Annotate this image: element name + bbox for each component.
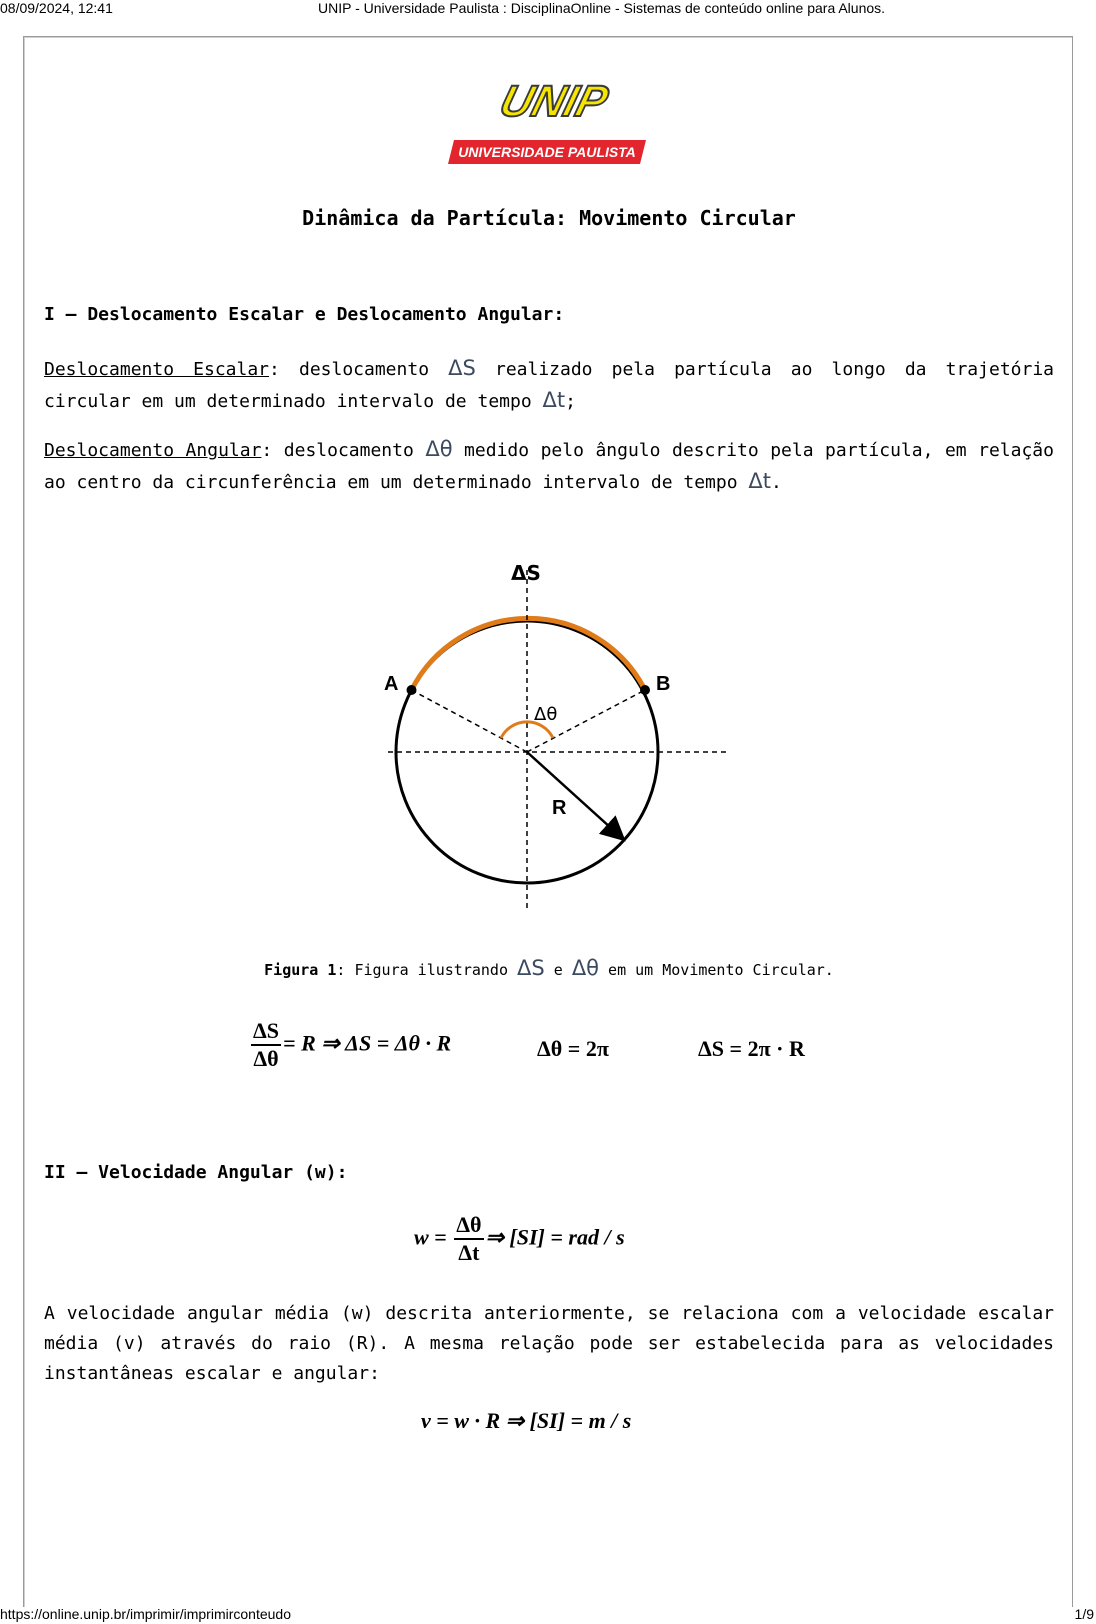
equation-angular-velocity: w = $\frac{\Delta\theta}{\Delta t}$ ⇒ [SI] = rad / s [414,1212,625,1266]
symbol-delta-s: ΔS [448,356,476,380]
delta-s-arc [412,618,646,690]
equation-delta-s-2pi-r: ΔS = 2π · R [698,1036,805,1061]
equation-linear-velocity: v = w · R ⇒ [SI] = m / s [421,1408,632,1433]
label-delta-s: ΔS [511,561,541,585]
figure-caption: Figura 1: Figura ilustrando ΔS e Δθ em um Movimento Circular. [264,956,834,980]
paragraph-deslocamento-escalar: Deslocamento Escalar: deslocamento ΔS realizado pela partícula ao longo da trajetória circular em um determinado intervalo de tempo Δt; [44,356,1054,412]
label-r: R [552,797,567,819]
point-b [640,685,650,695]
radius-to-a [412,690,528,752]
print-page-number: 1/9 [1074,1606,1094,1622]
print-url: https://online.unip.br/imprimir/imprimirconteudo [0,1606,291,1622]
paragraph-deslocamento-angular: Deslocamento Angular: deslocamento Δθ medido pelo ângulo descrito pela partícula, em relação ao centro da circunferência em um determinado intervalo de tempo Δt. [44,437,1054,493]
print-footer [0,1604,1096,1624]
print-datetime: 08/09/2024, 12:41 [0,0,113,16]
document-title: Dinâmica da Partícula: Movimento Circular [302,206,796,230]
print-header [0,0,1096,18]
caption-label: Figura 1 [264,961,337,979]
radius-arrow [527,752,622,838]
circular-motion-figure [384,538,744,918]
label-b: B [656,673,671,695]
term-deslocamento-escalar: Deslocamento Escalar [44,359,270,380]
equation-delta-s-relation: $\frac{\Delta S}{\Delta\theta}$ = R ⇒ ΔS = Δθ · R [253,1018,452,1072]
point-a [407,685,417,695]
symbol-delta-t: Δt [748,469,772,493]
section-1-heading: I – Deslocamento Escalar e Deslocamento Angular: [44,304,565,325]
symbol-delta-theta: Δθ [425,437,453,461]
print-page-title: UNIP - Universidade Paulista : DisciplinaOnline - Sistemas de conteúdo online para Alunos. [318,0,886,16]
symbol-delta-t: Δt [542,388,566,412]
unip-logo [440,66,660,170]
paragraph-velocity-relation: A velocidade angular média (w) descrita anteriormente, se relaciona com a velocidade escalar média (v) através do raio (R). A mesma relação pode ser estabelecida para as velocidades instantâneas escalar e angular: [44,1303,1054,1384]
label-delta-theta: Δθ [534,704,558,725]
section-2-heading: II – Velocidade Angular (w): [44,1162,348,1183]
term-deslocamento-angular: Deslocamento Angular [44,440,262,461]
equation-delta-theta-2pi: Δθ = 2π [537,1036,609,1061]
logo-wordmark: UNIP [494,76,614,126]
logo-subtitle: UNIVERSIDADE PAULISTA [458,144,636,160]
label-a: A [384,673,399,695]
